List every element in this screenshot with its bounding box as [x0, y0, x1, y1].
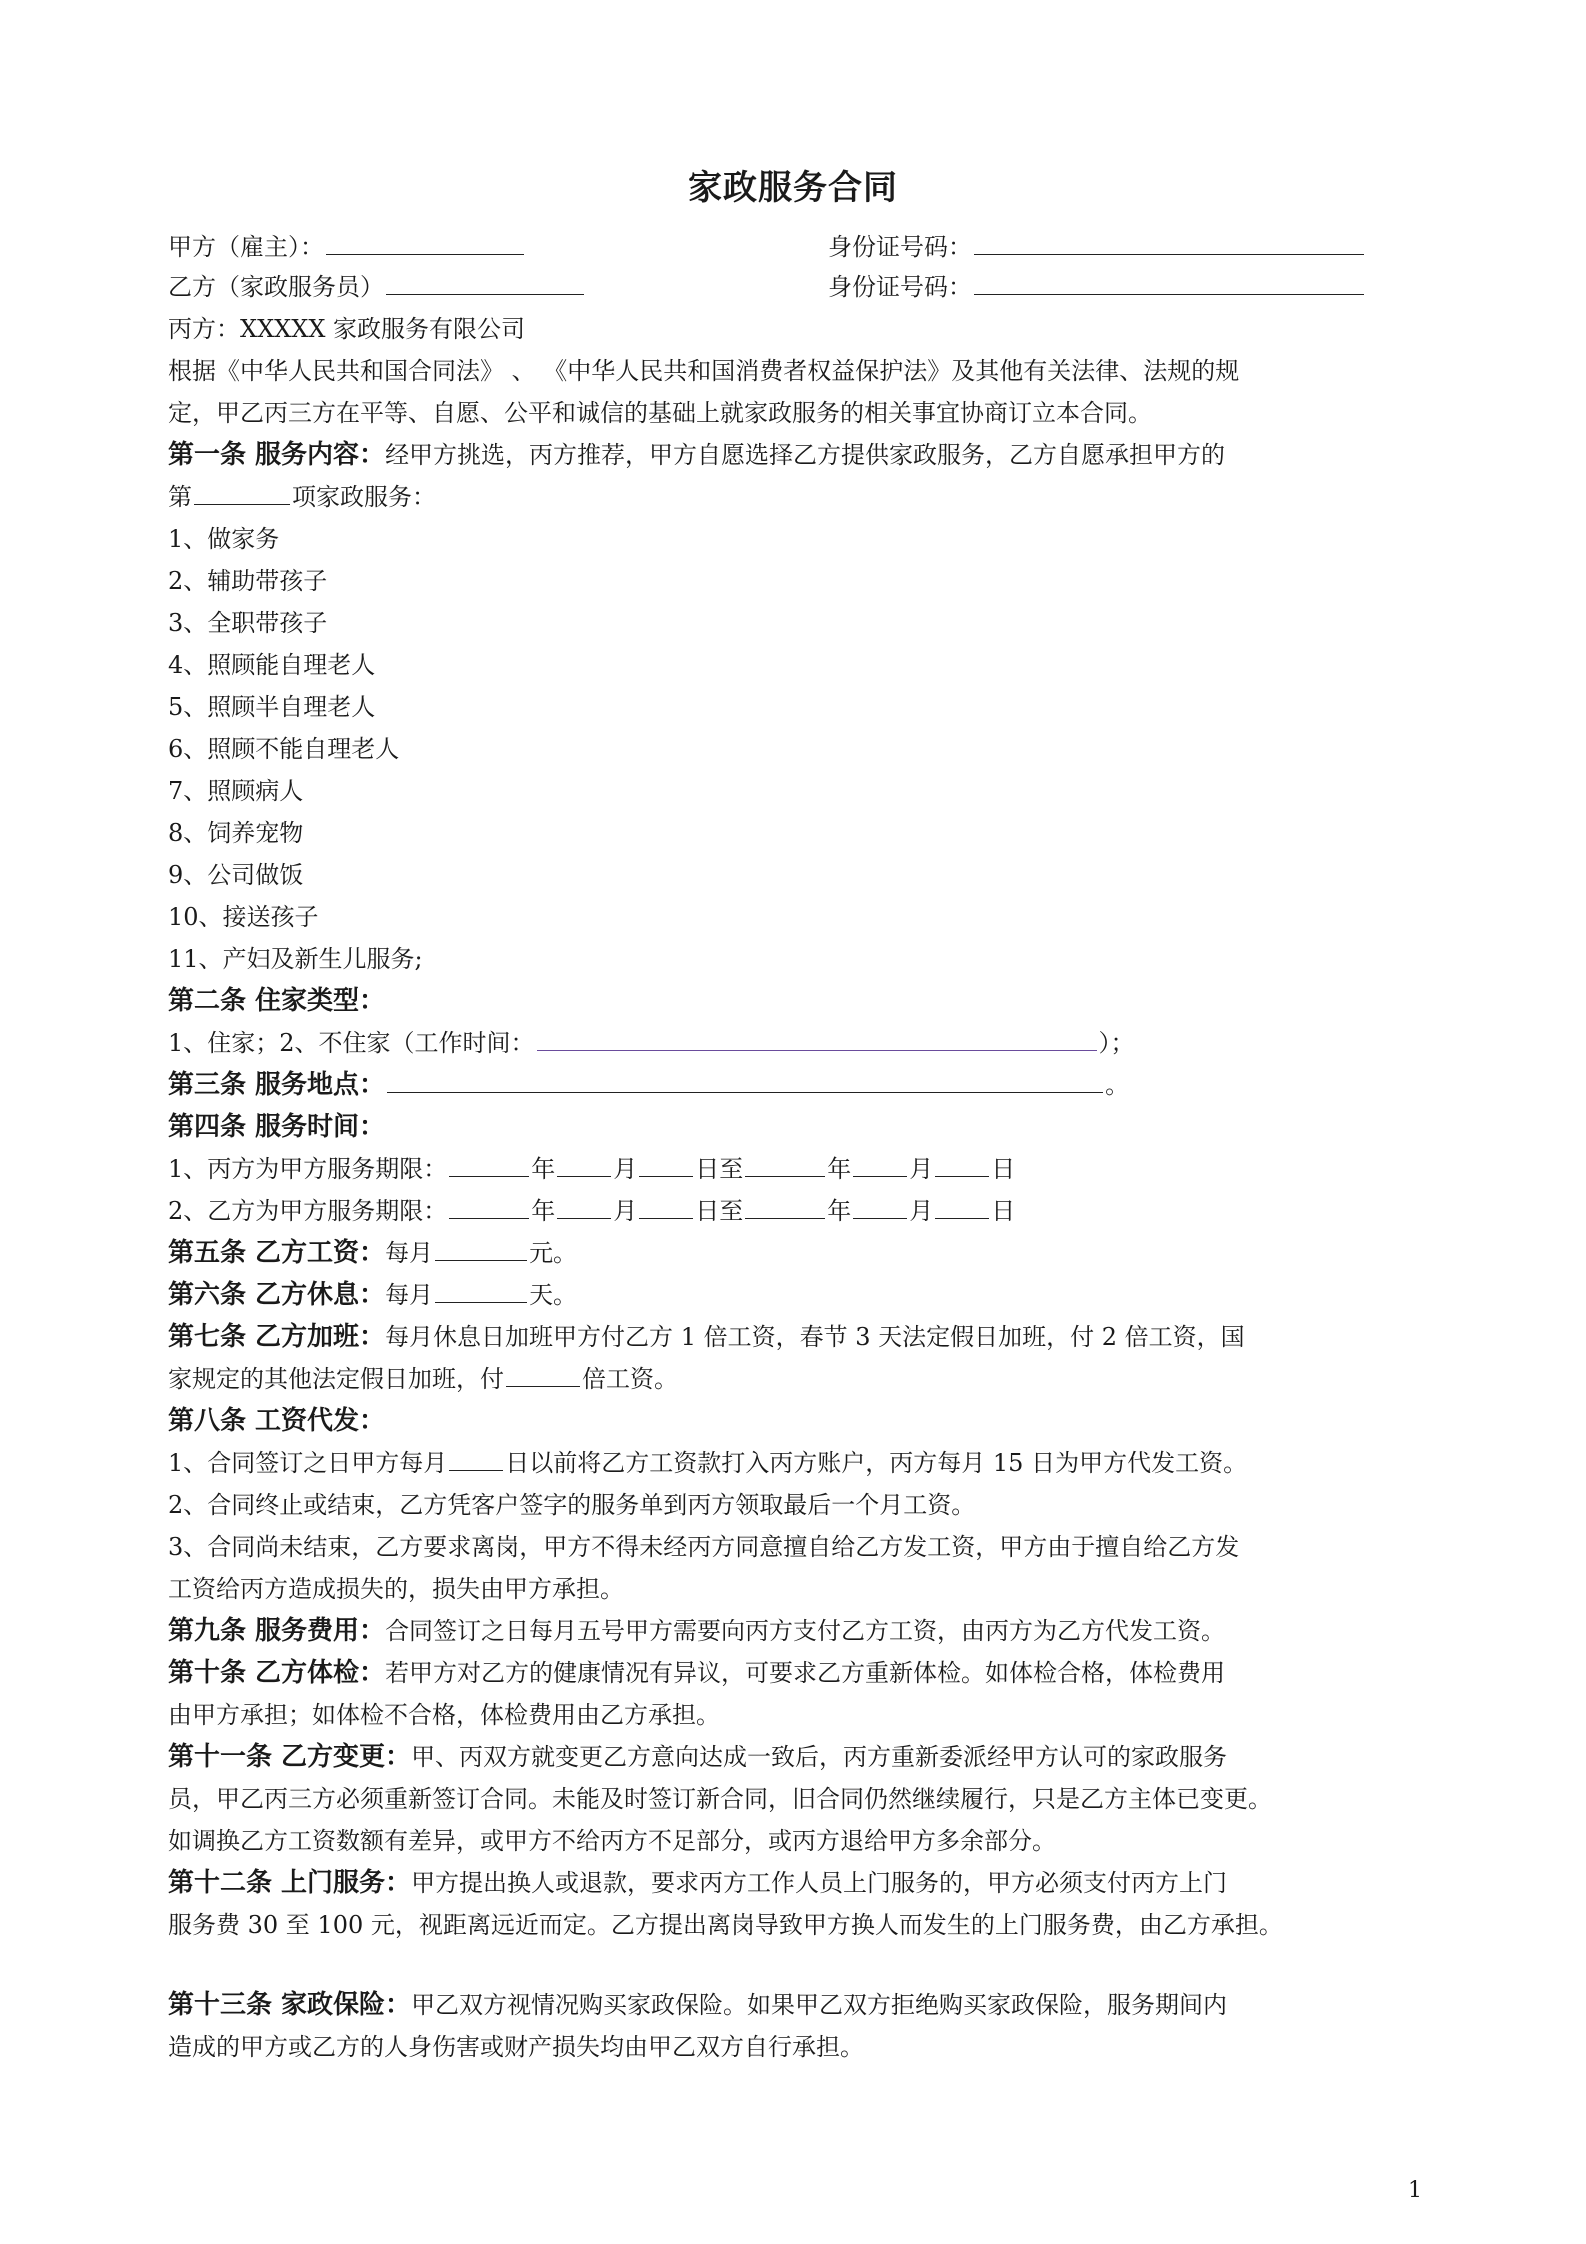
article-7-line-1 — [168, 1322, 1245, 1352]
end-month-blank[interactable] — [853, 1196, 907, 1219]
article-8-heading — [168, 1406, 385, 1436]
end-year-blank[interactable] — [745, 1196, 825, 1219]
year-label: 年 — [531, 1197, 556, 1225]
service-item: 4、照顾能自理老人 — [168, 651, 376, 679]
service-item: 10、接送孩子 — [168, 903, 319, 931]
month-label: 月 — [613, 1155, 638, 1183]
article-13-line-1 — [168, 1990, 1227, 2020]
article-13-heading: 第十三条 家政保险： — [168, 1990, 412, 2020]
article-3-end: 。 — [1105, 1071, 1130, 1099]
party-a-label: 甲方（雇主）： — [168, 233, 324, 261]
start-year-blank[interactable] — [449, 1154, 529, 1177]
start-month-blank[interactable] — [557, 1154, 611, 1177]
service-item: 1、做家务 — [168, 525, 280, 553]
article-3-line — [168, 1070, 1129, 1100]
day-label: 日 — [991, 1197, 1016, 1225]
article-1-line-1 — [168, 440, 1225, 470]
party-b-id-blank[interactable] — [974, 272, 1364, 295]
article-11-line-2: 员，甲乙丙三方必须重新签订合同。未能及时签订新合同，旧合同仍然继续履行，只是乙方主体已变更。 — [168, 1785, 1272, 1813]
article-5-heading: 第五条 乙方工资： — [168, 1238, 386, 1268]
article-12-text-1: 甲方提出换人或退款，要求丙方工作人员上门服务的，甲方必须支付丙方上门 — [411, 1869, 1228, 1897]
day-to-label: 日至 — [695, 1155, 744, 1183]
year-label: 年 — [531, 1155, 556, 1183]
article-11-line-3: 如调换乙方工资数额有差异，或甲方不给丙方不足部分，或丙方退给甲方多余部分。 — [168, 1827, 1056, 1855]
service-item: 6、照顾不能自理老人 — [168, 735, 400, 763]
end-day-blank[interactable] — [935, 1154, 989, 1177]
article-13-text-1: 甲乙双方视情况购买家政保险。如果甲乙双方拒绝购买家政保险，服务期间内 — [411, 1991, 1228, 2019]
article-12-line-2: 服务费 30 至 100 元，视距离远近而定。乙方提出离岗导致甲方换人而发生的上门服务费，由乙方承担。 — [168, 1911, 1283, 1939]
service-count-blank[interactable] — [194, 482, 290, 505]
service-item: 2、辅助带孩子 — [168, 567, 328, 595]
article-4-line-1 — [168, 1154, 1015, 1184]
party-b-id-label: 身份证号码： — [828, 273, 972, 301]
article-10-text-1: 若甲方对乙方的健康情况有异议，可要求乙方重新体检。如体检合格，体检费用 — [385, 1659, 1226, 1687]
term-b-label: 2、乙方为甲方服务期限： — [168, 1197, 448, 1225]
service-item: 9、公司做饭 — [168, 861, 304, 889]
article-1-text-1: 经甲方挑选，丙方推荐，甲方自愿选择乙方提供家政服务，乙方自愿承担甲方的 — [385, 441, 1226, 469]
article-6-text-b: 天。 — [529, 1281, 578, 1309]
party-a-line — [168, 232, 526, 262]
article-3-heading: 第三条 服务地点： — [168, 1070, 386, 1100]
party-a-id-label: 身份证号码： — [828, 233, 972, 261]
article-4-heading-text: 第四条 服务时间： — [168, 1112, 386, 1142]
document-title: 家政服务合同 — [688, 168, 898, 208]
payment-day-blank[interactable] — [449, 1448, 503, 1471]
party-a-name-blank[interactable] — [326, 232, 524, 255]
article-7-text-1: 每月休息日加班甲方付乙方 1 倍工资，春节 3 天法定假日加班，付 2 倍工资，国 — [385, 1323, 1245, 1351]
article-6-line — [168, 1280, 577, 1310]
article-12-heading: 第十二条 上门服务： — [168, 1868, 412, 1898]
page-number: 1 — [1408, 2178, 1422, 2203]
party-a-id-line — [828, 232, 1366, 262]
start-month-blank[interactable] — [557, 1196, 611, 1219]
article-8-line-1 — [168, 1448, 1247, 1478]
article-4-line-2 — [168, 1196, 1015, 1226]
article-8-line-2: 2、合同终止或结束，乙方凭客户签字的服务单到丙方领取最后一个月工资。 — [168, 1491, 976, 1519]
month-label: 月 — [909, 1197, 934, 1225]
article-2-heading — [168, 986, 385, 1016]
article-7-line-2 — [168, 1364, 678, 1394]
article-10-line-1 — [168, 1658, 1225, 1688]
article-9-heading: 第九条 服务费用： — [168, 1616, 386, 1646]
article-11-text-1: 甲、丙双方就变更乙方意向达成一致后，丙方重新委派经甲方认可的家政服务 — [411, 1743, 1228, 1771]
article-9-line — [168, 1616, 1225, 1646]
article-8-text-1b: 日以前将乙方工资款打入丙方账户，丙方每月 15 日为甲方代发工资。 — [505, 1449, 1248, 1477]
party-b-id-line — [828, 272, 1366, 302]
service-item: 8、饲养宠物 — [168, 819, 304, 847]
article-7-text-2a: 家规定的其他法定假日加班，付 — [168, 1365, 504, 1393]
service-item: 5、照顾半自理老人 — [168, 693, 376, 721]
day-label: 日 — [991, 1155, 1016, 1183]
start-day-blank[interactable] — [639, 1154, 693, 1177]
article-1-text-2b: 项家政服务： — [292, 483, 436, 511]
article-2-heading-text: 第二条 住家类型： — [168, 986, 386, 1016]
article-5-text-a: 每月 — [385, 1239, 434, 1267]
article-1-text-2a: 第 — [168, 483, 192, 511]
service-item: 11、产妇及新生儿服务; — [168, 945, 423, 973]
month-label: 月 — [909, 1155, 934, 1183]
party-c-line: 丙方：XXXXX 家政服务有限公司 — [168, 315, 526, 343]
end-month-blank[interactable] — [853, 1154, 907, 1177]
article-7-heading: 第七条 乙方加班： — [168, 1322, 386, 1352]
day-to-label: 日至 — [695, 1197, 744, 1225]
article-1-line-2 — [168, 482, 436, 512]
article-12-line-1 — [168, 1868, 1227, 1898]
article-2-text-a: 1、住家；2、不住家（工作时间： — [168, 1029, 535, 1057]
article-7-text-2b: 倍工资。 — [582, 1365, 678, 1393]
article-9-text: 合同签订之日每月五号甲方需要向丙方支付乙方工资，由丙方为乙方代发工资。 — [385, 1617, 1226, 1645]
term-c-label: 1、丙方为甲方服务期限： — [168, 1155, 448, 1183]
party-b-line — [168, 272, 586, 302]
start-day-blank[interactable] — [639, 1196, 693, 1219]
intro-line-1: 根据《中华人民共和国合同法》 、 《中华人民共和国消费者权益保护法》及其他有关法律、法规的规 — [168, 357, 1240, 385]
party-b-name-blank[interactable] — [386, 272, 584, 295]
month-label: 月 — [613, 1197, 638, 1225]
article-6-heading: 第六条 乙方休息： — [168, 1280, 386, 1310]
article-2-line — [168, 1028, 1135, 1058]
article-8-text-1a: 1、合同签订之日甲方每月 — [168, 1449, 448, 1477]
work-hours-blank[interactable] — [537, 1028, 1097, 1051]
year-label: 年 — [827, 1155, 852, 1183]
article-11-heading: 第十一条 乙方变更： — [168, 1742, 412, 1772]
article-4-heading — [168, 1112, 385, 1142]
party-a-id-blank[interactable] — [974, 232, 1364, 255]
article-11-line-1 — [168, 1742, 1227, 1772]
article-13-line-2: 造成的甲方或乙方的人身伤害或财产损失均由甲乙双方自行承担。 — [168, 2033, 864, 2061]
end-year-blank[interactable] — [745, 1154, 825, 1177]
overtime-multiplier-blank[interactable] — [506, 1364, 580, 1387]
start-year-blank[interactable] — [449, 1196, 529, 1219]
year-label: 年 — [827, 1197, 852, 1225]
article-2-text-b: ）； — [1098, 1029, 1135, 1057]
rest-days-blank[interactable] — [435, 1280, 527, 1303]
end-day-blank[interactable] — [935, 1196, 989, 1219]
article-8-line-4: 工资给丙方造成损失的，损失由甲方承担。 — [168, 1575, 624, 1603]
article-1-heading: 第一条 服务内容： — [168, 440, 386, 470]
article-8-heading-text: 第八条 工资代发： — [168, 1406, 386, 1436]
service-item: 3、全职带孩子 — [168, 609, 328, 637]
article-10-line-2: 由甲方承担；如体检不合格，体检费用由乙方承担。 — [168, 1701, 720, 1729]
service-item: 7、照顾病人 — [168, 777, 304, 805]
article-5-text-b: 元。 — [529, 1239, 578, 1267]
salary-blank[interactable] — [435, 1238, 527, 1261]
intro-line-2: 定，甲乙丙三方在平等、自愿、公平和诚信的基础上就家政服务的相关事宜协商订立本合同。 — [168, 399, 1152, 427]
service-address-blank[interactable] — [387, 1070, 1103, 1093]
party-b-label: 乙方（家政服务员） — [168, 273, 384, 301]
article-10-heading: 第十条 乙方体检： — [168, 1658, 386, 1688]
article-6-text-a: 每月 — [385, 1281, 434, 1309]
article-5-line — [168, 1238, 577, 1268]
article-8-line-3: 3、合同尚未结束，乙方要求离岗，甲方不得未经丙方同意擅自给乙方发工资，甲方由于擅自给乙方发 — [168, 1533, 1240, 1561]
